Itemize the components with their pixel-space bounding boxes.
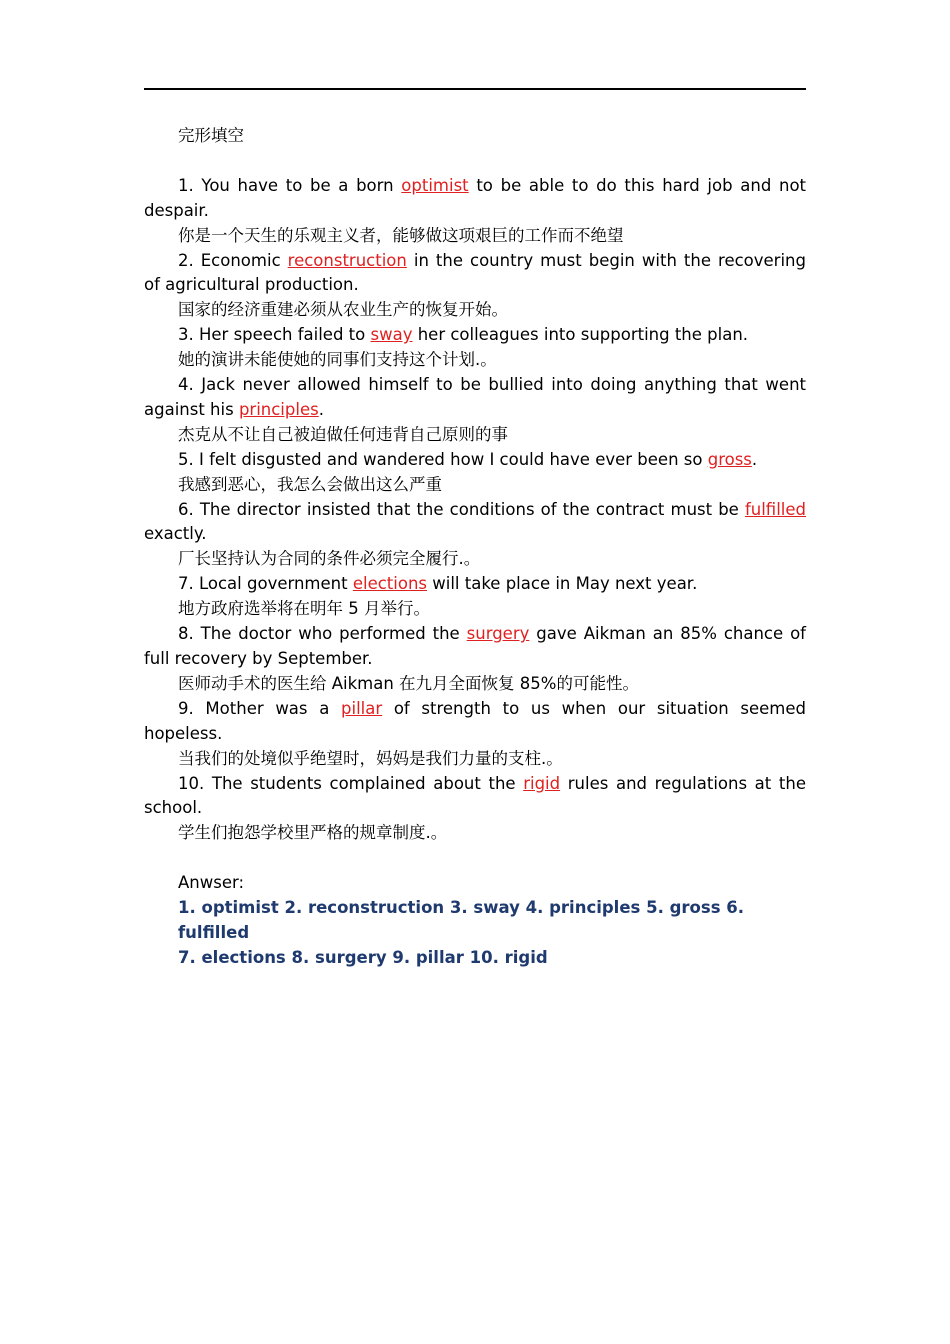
question-item	[144, 622, 806, 697]
question-item	[144, 249, 806, 324]
sentence-text: of strength to us when our situation seemed hopeless.	[144, 698, 806, 743]
sentence-text: to be able to do this hard job and not despair.	[144, 175, 807, 220]
answer-word: sway	[370, 325, 413, 345]
question-item	[144, 572, 806, 622]
sentence-text: 9. Mother was a	[178, 698, 342, 718]
answer-key-line: 1. optimist 2. reconstruction 3. sway 4. principles 5. gross 6. fulfilled	[178, 898, 745, 942]
section-heading: 完形填空	[178, 126, 244, 145]
answer-word: rigid	[523, 773, 561, 793]
answer-word: fulfilled	[744, 499, 806, 519]
question-item	[144, 373, 806, 448]
sentence-text: .	[318, 399, 324, 419]
question-item	[144, 174, 806, 249]
sentence-text: 2. Economic	[178, 250, 288, 270]
sentence-text: .	[751, 449, 758, 469]
question-translation: 我感到恶心，我怎么会做出这么严重	[178, 474, 442, 494]
sentence-text: rules and regulations at the school.	[144, 773, 806, 818]
sentence-text: 10. The students complained about the	[178, 773, 524, 793]
question-sentence	[144, 323, 806, 348]
question-translation: 地方政府选举将在明年 5 月举行。	[178, 599, 430, 619]
sentence-text: gave Aikman an 85% chance of full recovery by September.	[144, 624, 806, 669]
question-translation: 你是一个天生的乐观主义者，能够做这项艰巨的工作而不绝望	[178, 225, 624, 245]
question-sentence	[144, 772, 806, 822]
answer-word: principles	[238, 399, 319, 419]
sentence-text: 6. The director insisted that the conditions of the contract must be	[178, 499, 745, 519]
question-item	[144, 323, 806, 373]
answer-label: Anwser:	[178, 873, 245, 893]
question-item	[144, 697, 806, 772]
answer-key-line: 7. elections 8. surgery 9. pillar 10. rigid	[178, 947, 548, 967]
sentence-text: 7. Local government	[178, 574, 353, 594]
sentence-text: 8. The doctor who performed the	[178, 624, 467, 644]
question-sentence	[144, 448, 806, 473]
question-item	[144, 772, 806, 847]
question-translation: 学生们抱怨学校里严格的规章制度.。	[178, 823, 448, 843]
document-body	[144, 124, 806, 971]
question-list	[144, 174, 806, 846]
answer-word: pillar	[341, 698, 383, 718]
answer-word: surgery	[466, 624, 530, 644]
sentence-text: in the country must begin with the recovering of agricultural production.	[144, 250, 806, 295]
question-sentence	[144, 622, 806, 672]
question-translation: 医师动手术的医生给 Aikman 在九月全面恢复 85%的可能性。	[178, 673, 639, 693]
sentence-text: 1. You have to be a born	[178, 175, 402, 195]
question-item	[144, 448, 806, 498]
sentence-text: will take place in May next year.	[427, 574, 698, 594]
question-translation: 杰克从不让自己被迫做任何违背自己原则的事	[178, 424, 508, 444]
sentence-text: 5. I felt disgusted and wandered how I could have ever been so	[178, 449, 708, 469]
question-sentence	[144, 572, 806, 597]
question-sentence	[144, 174, 806, 224]
question-sentence	[144, 498, 806, 548]
question-sentence	[144, 373, 806, 423]
question-sentence	[144, 697, 806, 747]
sentence-text: 3. Her speech failed to	[178, 325, 371, 345]
question-item	[144, 498, 806, 573]
sentence-text: 4. Jack never allowed himself to be bullied into doing anything that went against his	[144, 375, 806, 419]
header-rule	[144, 88, 806, 90]
question-sentence	[144, 249, 806, 299]
sentence-text: her colleagues into supporting the plan.	[412, 325, 749, 345]
question-translation: 当我们的处境似乎绝望时，妈妈是我们力量的支柱.。	[178, 748, 563, 768]
question-translation: 厂长坚持认为合同的条件必须完全履行.。	[178, 549, 481, 569]
sentence-text: exactly.	[144, 524, 207, 544]
answer-word: reconstruction	[287, 250, 407, 270]
question-translation: 国家的经济重建必须从农业生产的恢复开始。	[178, 300, 508, 320]
answer-word: elections	[352, 574, 428, 594]
question-translation: 她的演讲未能使她的同事们支持这个计划.。	[178, 350, 497, 370]
answer-word: gross	[707, 449, 752, 469]
answer-word: optimist	[401, 175, 469, 195]
